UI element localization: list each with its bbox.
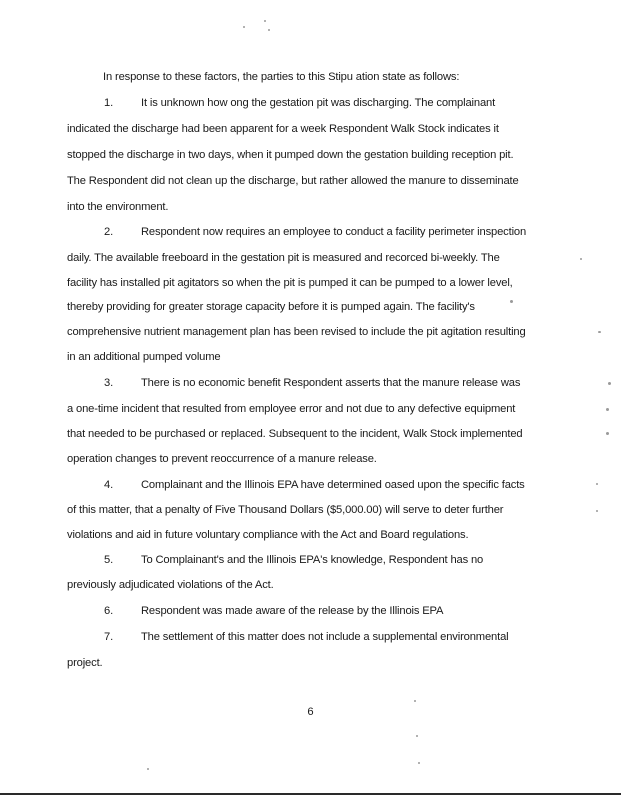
scan-speck: [268, 29, 270, 31]
scan-speck: [596, 483, 598, 485]
scan-edge-line: [0, 793, 621, 795]
item-line: Respondent now requires an employee to conduct a facility perimeter inspection: [141, 226, 527, 238]
scan-speck: [606, 408, 609, 411]
item-line: comprehensive nutrient management plan has been revised to include the pit agitation resulting: [67, 326, 526, 338]
scan-speck: [264, 20, 266, 22]
scan-speck: [580, 258, 582, 260]
item-line: of this matter, that a penalty of Five Thousand Dollars ($5,000.00) will serve to deter further: [67, 504, 504, 516]
item-line: thereby providing for greater storage capacity before it is pumped again. The facility's: [67, 301, 475, 313]
item-number: 2.: [104, 226, 114, 238]
item-number: 6.: [104, 605, 114, 617]
item-number: 3.: [104, 377, 114, 389]
item-line: into the environment.: [67, 201, 169, 213]
item-number: 5.: [104, 554, 114, 566]
item-line: project.: [67, 657, 103, 669]
item-line: indicated the discharge had been apparent for a week Respondent Walk Stock indicates it: [67, 123, 499, 135]
item-line: The settlement of this matter does not include a supplemental environmental: [141, 631, 509, 643]
scan-speck: [414, 700, 416, 702]
item-number: 1.: [104, 97, 114, 109]
item-line: that needed to be purchased or replaced. Subsequent to the incident, Walk Stock implemented: [67, 428, 523, 440]
intro-paragraph: In response to these factors, the parties to this Stipu ation state as follows:: [103, 71, 460, 83]
item-line: facility has installed pit agitators so when the pit is pumped it can be pumped to a lower level,: [67, 277, 513, 289]
scan-speck: [243, 26, 245, 28]
scan-speck: [147, 768, 149, 770]
item-line: It is unknown how ong the gestation pit was discharging. The complainant: [141, 97, 496, 109]
item-line: operation changes to prevent reoccurrence of a manure release.: [67, 453, 377, 465]
item-line: a one-time incident that resulted from employee error and not due to any defective equipment: [67, 403, 516, 415]
item-number: 4.: [104, 479, 114, 491]
scan-speck: [418, 762, 420, 764]
scan-speck: [596, 510, 598, 512]
item-line: violations and aid in future voluntary compliance with the Act and Board regulations.: [67, 529, 469, 541]
item-line: There is no economic benefit Respondent asserts that the manure release was: [141, 377, 521, 389]
scan-speck: [606, 432, 609, 435]
item-line: daily. The available freeboard in the gestation pit is measured and recorced bi-weekly. The: [67, 252, 500, 264]
item-line: Complainant and the Illinois EPA have determined oased upon the specific facts: [141, 479, 525, 491]
item-line: previously adjudicated violations of the Act.: [67, 579, 274, 591]
item-number: 7.: [104, 631, 114, 643]
item-line: Respondent was made aware of the release by the Illinois EPA: [141, 605, 444, 617]
item-line: in an additional pumped volume: [67, 351, 221, 363]
scan-speck: [598, 331, 601, 333]
item-line: To Complainant's and the Illinois EPA's knowledge, Respondent has no: [141, 554, 484, 566]
scan-speck: [510, 300, 513, 303]
item-line: The Respondent did not clean up the discharge, but rather allowed the manure to disseminate: [67, 175, 519, 187]
scan-speck: [608, 382, 611, 385]
page-number: 6: [307, 706, 314, 718]
scan-speck: [416, 735, 418, 737]
item-line: stopped the discharge in two days, when it pumped down the gestation building reception pit.: [67, 149, 514, 161]
